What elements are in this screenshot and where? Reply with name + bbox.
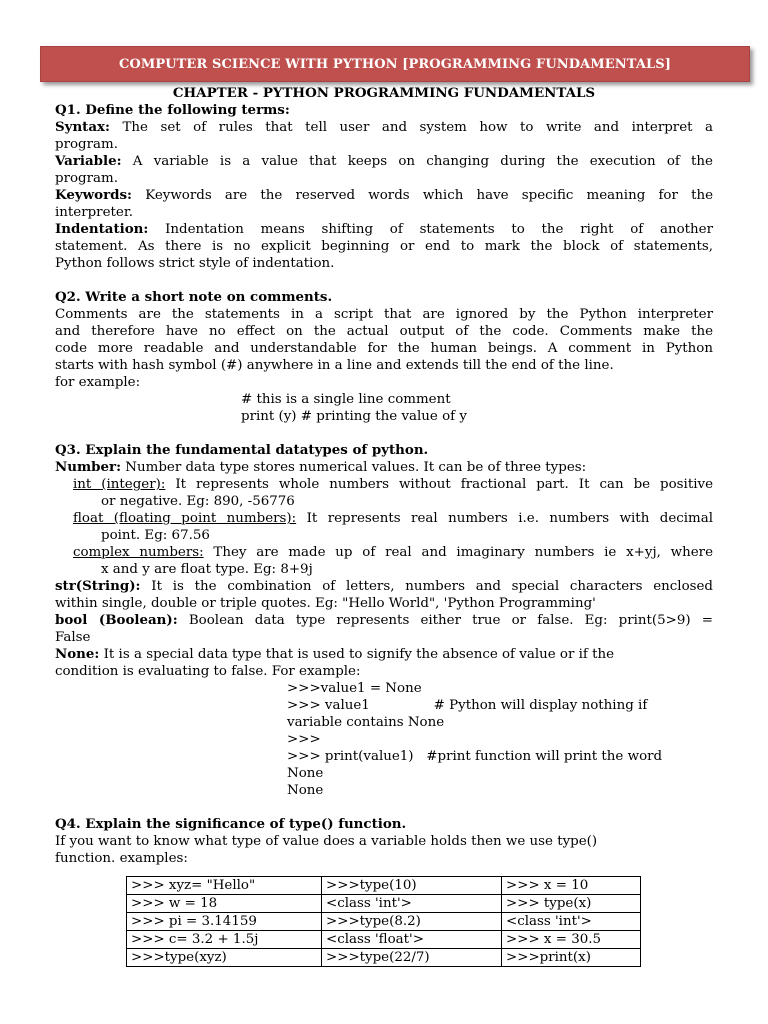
table-cell: >>> type(x) <box>502 895 641 913</box>
comment-example-1: # this is a single line comment <box>241 392 451 407</box>
complex-text-2: x and y are float type. Eg: 8+9j <box>101 562 313 577</box>
indentation-text: Indentation means shifting of statements to the right of another <box>148 222 713 237</box>
q3-title: Q3. Explain the fundamental datatypes of python. <box>55 442 429 458</box>
none-definition <box>55 646 713 663</box>
q4-title: Q4. Explain the significance of type() function. <box>55 816 407 832</box>
q2-title: Q2. Write a short note on comments. <box>55 289 333 305</box>
float-term: float (floating point numbers): <box>73 511 297 526</box>
comments-text-1: Comments are the statements in a script that are ignored by the Python interpreter <box>55 307 713 322</box>
number-definition <box>55 459 713 476</box>
table-cell: <class 'int'> <box>322 895 502 913</box>
syntax-definition <box>55 119 713 136</box>
number-term: Number: <box>55 459 122 475</box>
bool-text: Boolean data type represents either true or false. Eg: print(5>9) = <box>177 613 713 628</box>
bool-definition <box>55 612 713 629</box>
none-term: None: <box>55 646 100 662</box>
table-row <box>127 895 641 913</box>
none-code-4: >>> <box>287 732 321 747</box>
keywords-text-2: interpreter. <box>55 205 134 220</box>
none-code-5: >>> print(value1) #print function will print the word <box>287 749 663 764</box>
bool-term: bool (Boolean): <box>55 612 178 628</box>
str-text: It is the combination of letters, numbers and special characters enclosed <box>140 579 713 594</box>
none-text-2: condition is evaluating to false. For example: <box>55 664 361 679</box>
variable-term: Variable: <box>55 153 122 169</box>
none-code-2: >>> value1 # Python will display nothing if <box>287 698 648 713</box>
table-cell: >>>type(10) <box>322 877 502 895</box>
chapter-title: CHAPTER - PYTHON PROGRAMMING FUNDAMENTALS <box>172 85 596 101</box>
complex-term: complex numbers: <box>73 545 204 560</box>
complex-text: They are made up of real and imaginary numbers ie x+yj, where <box>203 545 713 560</box>
document-body <box>55 85 713 867</box>
q1-title: Q1. Define the following terms: <box>55 102 290 118</box>
header-banner <box>40 46 750 82</box>
syntax-text-2: program. <box>55 137 118 152</box>
type-text-2: function. examples: <box>55 851 188 866</box>
table-cell: <class 'int'> <box>502 913 641 931</box>
none-code-3: variable contains None <box>287 715 445 730</box>
int-term: int (integer): <box>73 477 166 492</box>
indentation-term: Indentation: <box>55 221 149 237</box>
keywords-text: Keywords are the reserved words which have specific meaning for the <box>132 188 713 203</box>
none-text: It is a special data type that is used to signify the absence of value or if the <box>99 647 615 662</box>
complex-definition <box>55 544 713 561</box>
str-term: str(String): <box>55 578 141 594</box>
table-cell: >>>type(xyz) <box>127 949 322 967</box>
comments-text-2: and therefore have no effect on the actual output of the code. Comments make the <box>55 324 713 339</box>
comments-text-4: starts with hash symbol (#) anywhere in a line and extends till the end of the line. <box>55 358 614 373</box>
int-text: It represents whole numbers without fractional part. It can be positive <box>165 477 713 492</box>
syntax-text: The set of rules that tell user and system how to write and interpret a <box>109 120 713 135</box>
table-cell: >>>type(8.2) <box>322 913 502 931</box>
comments-text-3: code more readable and understandable for the human beings. A comment in Python <box>55 341 713 356</box>
variable-text: A variable is a value that keeps on changing during the execution of the <box>121 154 713 169</box>
indentation-text-3: Python follows strict style of indentation. <box>55 256 335 271</box>
indentation-text-2: statement. As there is no explicit beginning or end to mark the block of statements, <box>55 239 713 254</box>
comments-text-5: for example: <box>55 375 141 390</box>
float-text-2: point. Eg: 67.56 <box>101 528 210 543</box>
str-definition <box>55 578 713 595</box>
float-definition <box>55 510 713 527</box>
indentation-definition <box>55 221 713 238</box>
comment-example-2: print (y) # printing the value of y <box>241 409 467 424</box>
table-row <box>127 913 641 931</box>
table-row <box>127 949 641 967</box>
type-text-1: If you want to know what type of value does a variable holds then we use type() <box>55 834 598 849</box>
float-text: It represents real numbers i.e. numbers with decimal <box>296 511 714 526</box>
table-cell: >>>print(x) <box>502 949 641 967</box>
table-cell: >>> xyz= "Hello" <box>127 877 322 895</box>
none-code-1: >>>value1 = None <box>287 681 422 696</box>
table-row <box>127 877 641 895</box>
none-code-6: None <box>287 766 324 781</box>
bool-text-2: False <box>55 630 91 645</box>
table-cell: >>> pi = 3.14159 <box>127 913 322 931</box>
variable-text-2: program. <box>55 171 118 186</box>
table-cell: >>> w = 18 <box>127 895 322 913</box>
syntax-term: Syntax: <box>55 119 110 135</box>
table-cell: >>> c= 3.2 + 1.5j <box>127 931 322 949</box>
table-row <box>127 931 641 949</box>
table-cell: >>> x = 10 <box>502 877 641 895</box>
int-definition <box>55 476 713 493</box>
keywords-term: Keywords: <box>55 187 133 203</box>
table-cell: >>> x = 30.5 <box>502 931 641 949</box>
banner-title: COMPUTER SCIENCE WITH PYTHON [PROGRAMMING FUNDAMENTALS] <box>118 56 672 72</box>
table-cell: >>>type(22/7) <box>322 949 502 967</box>
type-examples-table <box>126 876 641 967</box>
keywords-definition <box>55 187 713 204</box>
variable-definition <box>55 153 713 170</box>
table-cell: <class 'float'> <box>322 931 502 949</box>
str-text-2: within single, double or triple quotes. Eg: "Hello World", 'Python Programming' <box>55 596 596 611</box>
number-text: Number data type stores numerical values. It can be of three types: <box>121 460 587 475</box>
none-code-7: None <box>287 783 324 798</box>
int-text-2: or negative. Eg: 890, -56776 <box>101 494 295 509</box>
